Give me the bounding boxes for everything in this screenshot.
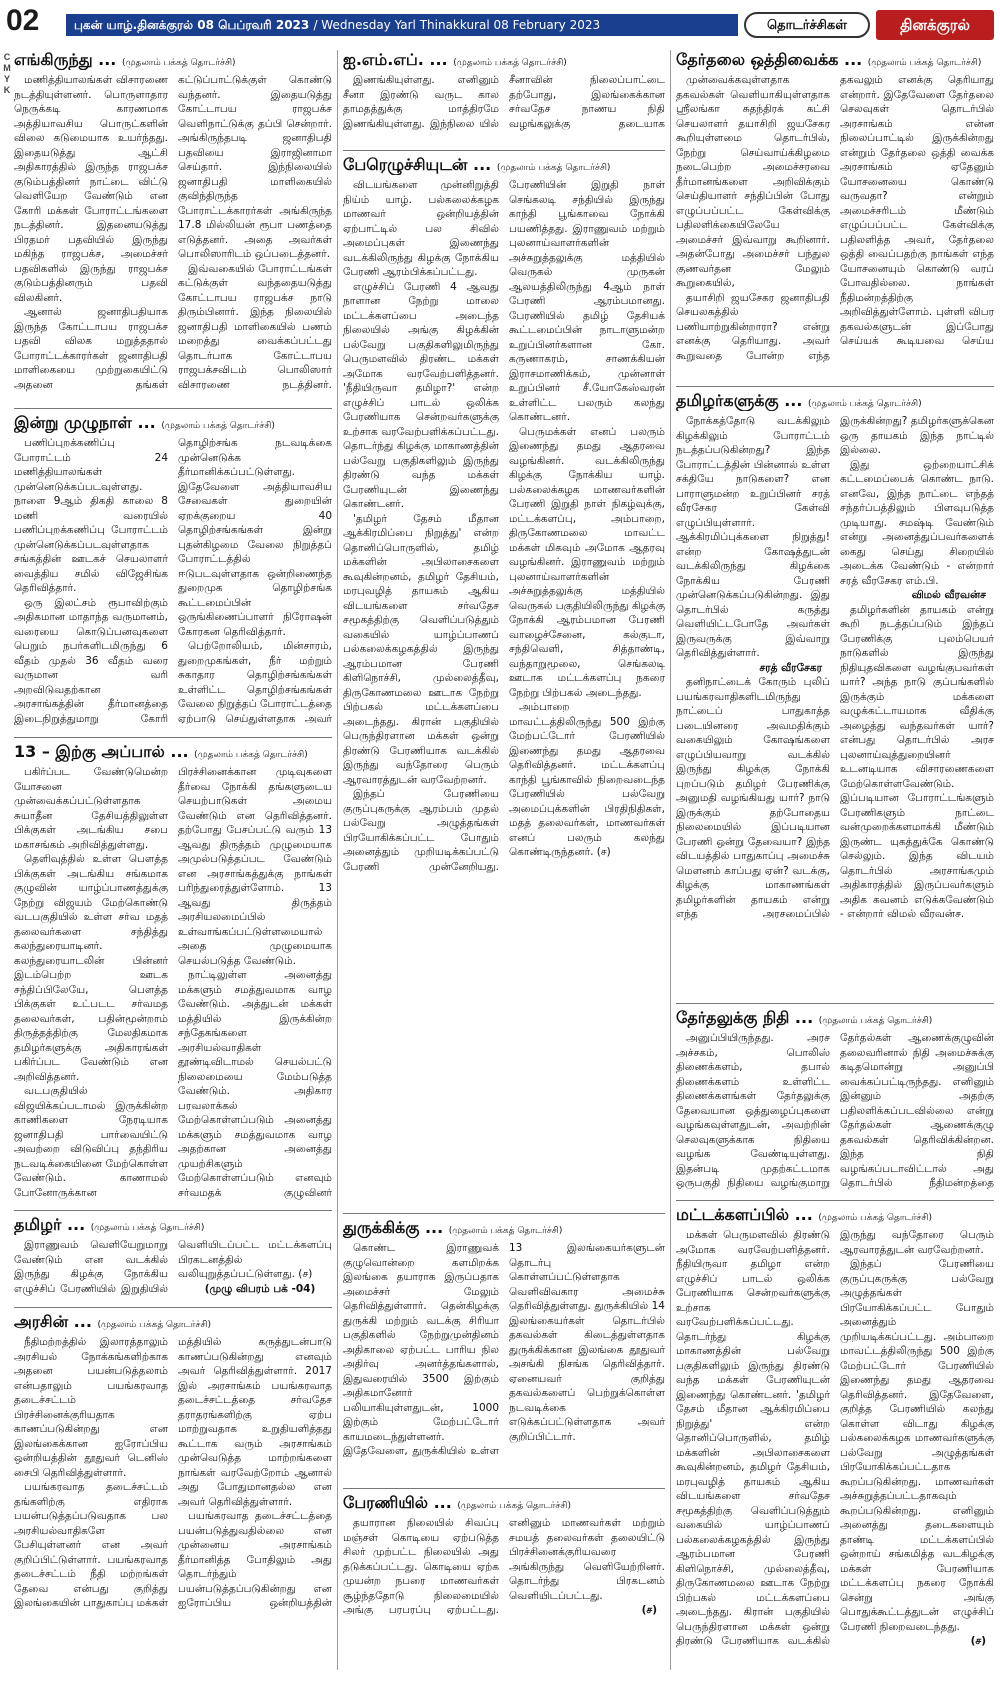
article-arasin: [14, 1312, 332, 1622]
article-tamilar: [14, 1215, 332, 1301]
byline: விமல் வீரவன்ச: [911, 589, 986, 601]
article-body: இணங்கியுள்ளது. எனினும் சீனா இரண்டு வருட கால தாமதத்துக்கு மாத்திரமே இணங்கியுள்ளது. இந்நிலை யில் சீனாவின் நிலைப்பாட்டை தற்போது, இலங்கைக்கான சர்வதேச நாணய நிதி வழங்கலுக்கு தடையாக: [343, 74, 665, 130]
article-peraezhuchi: [343, 155, 665, 1207]
headline: 13 – இற்கு அப்பால் ... (முதலாம் பக்கத் தொடர்ச்சி): [14, 742, 308, 761]
article-body: கொண்ட இராணுவக் குழுவொன்றை களமிறக்க இலங்கை தயாராக இருப்பதாக அமைச்சர் மேலும் தெரிவித்துள்ளார். தென்கிழக்கு துருக்கி மற்றும் வடக்கு சிரியா பகுதிகளில் நேற்றுமுன்தினம் அதிகாலை ஏற்பட்ட பாரிய நில அதிர்வு அனர்த்தங்களால், இதுவரையில் 3500 இற்கும் அதிகமானோர் பலியாகியுள்ளதுடன், 1000 இற்கும் மேற்பட்டோர் காயமடைந்துள்ளனர். இதேவேளை, துருக்கியில் உள்ள 13 இலங்கையர்களுடன் தொடர்பு கொள்ளப்பட்டுள்ளதாக வெளிவிவகார அமைச்சு தெரிவித்துள்ளது. துருக்கியில் 14 இலங்கையர்கள் தொடர்பில் தகவல்கள் கிடைத்துள்ளதாக துருக்கிக்கான இலங்கை தூதுவர் அசங்கி நிசங்க தெரிவித்தார். ஏனையவர் குறித்து தகவல்களைப் பெற்றுக்கொள்ள நடவடிக்கை எடுக்கப்பட்டுள்ளதாக அவர் குறிப்பிட்டார்.: [343, 1242, 665, 1457]
article-body: இராணுவம் வெளியேறுமாறு வேண்டும் என வடக்கில் இருந்து கிழக்கு நோக்கிய எழுச்சிப் பேரணியில் இறுதியில் வெளியிடப்பட்ட மட்டக்களப்பு பிரகடனத்தில் வலியுறுத்தப்பட்டுள்ளது. (ச) (முழு விபரம் பக் -04): [14, 1239, 332, 1295]
article-body: நோக்கத்தோடு வடக்கிலும் கிழக்கிலும் போராட்டம் நடத்தப்படுகின்றது? இந்த போராட்டத்தின் பின்னால் உள்ள சக்தியே நாடுகளை? என பாராளுமன்ற உறுப்பினர் சரத் வீரசேகர கேள்வி எழுப்பியுள்ளார். ஆக்கிரமிப்புக்களை நிறுத்து! என்ற கோஷத்துடன் வடக்கிலிருந்து கிழக்கை நோக்கிய பேரணி முன்னெடுக்கப்படுகின்றது. இது தொடர்பில் கருத்து வெளியிட்டபோதே அவர்கள் இருவருக்கு இவ்வாறு தெரிவித்துள்ளார். சரத் வீரசேகர தனிநாட்டைக் கோரும் புலிப் பயங்கரவாதிகளிடமிருந்து நாட்டைப் பாதுகாத்த படையினரை அவமதிக்கும் வகையிலும் கோஷங்களை எழுப்பியவாறு வடக்கில் இருந்து கிழக்கு நோக்கி புறப்படும் தமிழர் பேரணிக்கு அனுமதி வழங்கியது யார்? நாடு இருக்கும் தற்போதைய நிலைமையில் இப்படியான பேரணி ஒன்று தேவையா? இந்த விடயத்தில் பாதுகாப்பு அமைச்சு மௌனம் காப்பது ஏன்? வடக்கு, கிழக்கு மாகாணங்கள் தமிழர்களின் தாயகம் என்று எந்த அரசமைப்பில் இருக்கின்றது? தமிழர்களுக்கென ஒரு தாயகம் இந்த நாட்டில் இல்லை. இது ஒற்றையாட்சிக் கட்டமைப்பைக் கொண்ட நாடு. எனவே, இந்த நாட்டை எந்தத் சந்தர்ப்பத்திலும் பிளவுபடுத்த முடியாது. சமஷ்டி வேண்டும் என்று அனைத்துப்பவர்களைக் கைது செய்து சிறையில் அடைக்க வேண்டும் - என்றார் சரத் வீரசேகர எம்.பி. விமல் வீரவன்ச தமிழர்களின் தாயகம் என்று கூறி நடத்தப்படும் இந்தப் பேரணிக்கு புலம்பெயர் நாடுகளில் இருந்து நிதியுதவிகளை வழங்குபவர்கள் யார்? அந்த நாடு குப்பங்களில் இருக்கும் மக்களை வழுக்கட்டாயமாக வீதிக்கு அழைத்து வந்தவர்கள் யார்? என்பது தொடர்பில் அரச புலனாய்வுத்துறையினர் உடனடியாக விசாரணைகளை மேற்கொள்ளவேண்டும். இப்படியான போராட்டங்களும் பேரணிகளும் நாட்டை வன்முறைக்களமாக்கி மீண்டும் இருண்ட யுகத்துக்கே கொண்டு செல்லும். இந்த விடயம் தொடர்பில் அரசாங்கமும் அதிகாரத்தில் இருப்பவர்களும் அதிக கவனம் எடுக்கவேண்டும் - என்றார் விமல் வீரவன்ச.: [676, 415, 994, 920]
article-body: நீதிமற்றத்தில் இலாரத்தாலும் அரசியல் நோக்கங்களிற்காக அதனை பயன்படுத்தலாம் என்பதாலும் பயங்கரவாத தடைச்சட்டம் பிரச்சினைக்குரியதாக காணப்படுகின்றது என இலங்கைக்கான ஐரோப்பிய ஒன்றியத்தின் தூதுவர் டெனிஸ் சைபி தெரிவித்துள்ளார். பயங்கரவாத தடைச்சட்டம் தங்களிற்கு எதிராக பயன்படுத்தப்படுவதாக பல அரசியல்வாதிகளே பேசியுள்ளனர் என அவர் குறிப்பிட்டுள்ளார். பயங்கரவாத தடைச்சட்டம் நீதி மற்றங்கள் தேவை என்பது குறித்து இலங்கையின் பாதுகாப்பு மக்கள் மத்தியில் கருத்துடன்பாடு காணப்படுகின்றது எனவும் அவர் தெரிவித்துள்ளார். 2017 இல் அரசாங்கம் பயங்கரவாத தடைச்சட்டத்தை சர்வதேச தராதரங்களிற்கு ஏற்ப மாற்றுவதாக உறுதியளித்தது கூட்டாக வரும் அரசாங்கம் முன்வெடுத்த மாற்றங்களை நாங்கள் வரவேற்றோம் ஆனால் அது போதுமானதல்ல என அவர் தெரிவித்துள்ளார். பயங்கரவாத தடைச்சட்டத்தை பயன்படுத்துவதில்லை என முன்னைய அரசாங்கம் தீர்மானித்த போதிலும் அது தொடர்ந்தும் பயன்படுத்தப்படுகின்றது என ஐரோப்பிய ஒன்றியத்தின்: [14, 1336, 332, 1609]
article-body: பகிர்ப்பட வேண்டுமென்ற யோசனை முன்வைக்கப்பட்டுள்ளதாக சுயாதீன தேசியத்திலுள்ள பிக்குகள் அடங்கிய சபை மகாசங்கம் அறிவித்துள்ளது. தெளிவுத்தில் உள்ள பௌத்த பிக்குகள் அடங்கிய சங்கமாக குழுவின் யாழ்ப்பாணத்துக்கு நேற்று விஜயம் மேற்கொண்டு வடபகுதியில் உள்ள சர்வ மதத் தலைவர்களை சந்தித்து கலந்துரையாடினர். கலந்துரையாடலின் பின்னர் இடம்பெற்ற ஊடக சந்திப்பிலேயே, பௌத்த பிக்குகள் உட்படட சர்வமத தலைவர்கள், பதின்மூன்றாம் திருத்தத்திற்கு மேலதிகமாக தமிழர்களுக்கு அதிகாரங்கள் பகிர்ப்பட வேண்டும் என அறிவித்தனர். வடபகுதியில் விஜயிக்கப்படாமல் இருக்கின்ற காணிகளை நேரடியாக ஜனாதிபதி பார்வையிட்டு அவற்றை விடுவிப்பு தந்திரிய நடவடிக்கையினை மேற்கொள்ள வேண்டும். காணாமல் போனோருக்கான பிரச்சினைக்கான முடிவுகளை தீர்வை நோக்கி தங்களுடைய செயற்பாடுகள் அமைய வேண்டும் என தெரிவித்தனர். தற்போது பேசப்பட்டு வரும் 13 ஆவது திருத்தம் முழுமையாக அமுல்படுத்தப்பட வேண்டும் என அரசாங்கத்துக்கு நாங்கள் பரிந்துரைத்துள்ளோம். 13 ஆவது திருத்தம் அரசியலமைப்பில் உள்வாங்கப்பட்டுள்ளமையால் அதை முழுமையாக செயல்படுத்த வேண்டும். நாட்டிலுள்ள அனைத்து மக்களும் சமத்துவமாக வாழ வேண்டும். அத்துடன் மக்கள் மத்தியில் இருக்கின்ற சந்தேகங்களை அரசியல்வாதிகள் தூண்டிவிடாமல் செயல்பட்டு நிலைமையை மேம்படுத்த வேண்டும். அதிகார பரவலாக்கல் மேற்கொள்ளப்படும் அனைத்து மக்களும் சமத்துவமாக வாழ அதற்கான அனைத்து முயற்சிகளும் மேற்கொள்ளப்படும் எனவும் சர்வமதக் குழுவினர்: [14, 766, 332, 1199]
article-body: பணிப்புறக்கணிப்பு போராட்டம் 24 மணித்தியாலங்கள் முன்னெடுக்கப்படவுள்ளது. நாளை 9ஆம் திகதி காலை 8 மணி வரையில் பணிப்புறக்கணிப்பு போராட்டம் முன்னெடுக்கப்படவுள்ளதாக சங்கத்தின் ஊடகச் செயலாளர் வைத்திய சமில் விஜேசிங்க தெரிவித்தார். ஒரு இலட்சம் ரூபாவிற்கும் அதிகமான மாதாந்த வருமானம், வரையை கொடுப்பனவுகளை பெறும் நபர்களிடமிருந்து 6 வீதம் முதல் 36 வீதம் வரை வருமான வரி அறவிடுவதற்கான அரசாங்கத்தின் தீர்மானத்தை இடைநிறுத்துமாறு கோரி தொழிற்சங்க நடவடிக்கை முன்னெடுக்க தீர்மானிக்கப்பட்டுள்ளது. இதேவேளை அத்தியாவசிய சேவைகள் துறையின் ஏறக்குறைய 40 தொழிற்சங்கங்கள் இன்று புதன்கிழமை வேலை நிறுத்தப் போராட்டத்தில் ஈடுபடவுள்ளதாக ஒன்றிணைந்த துறைமுக தொழிற்சங்க கூட்டமைப்பின் ஒருங்கிணைப்பாளர் நிரோஷன் கோரகன தெரிவித்தார். பெற்றோலியம், மின்சாரம், துறைமுகங்கள், நீர் மற்றும் சுகாதார தொழிற்சங்கங்கள் உள்ளிட்ட தொழிற்சங்கங்கள் வேலை நிறுத்தப் போராட்டத்தை ஏற்பாடு செய்துள்ளதாக அவர்: [14, 437, 332, 725]
article-tamilarkalukku: [676, 391, 994, 997]
date-bar: [66, 14, 738, 36]
article-body: மணித்தியாலங்கள் விசாரணை நடத்தியுள்ளனர். பொருளாதார நெருக்கடி காரணமாக அத்தியாவசிய பொருட்களின் விலை கடுமையாக உயர்ந்தது. இதையடுத்து ஆட்சி அதிகாரத்தில் இருந்த ராஜபக்ச குடும்பத்தினர் நாட்டை விட்டு வெளியேற வேண்டும் என கோரி மக்கள் போராட்டங்களை நடத்தினர். இதனையடுத்து பிரதமர் பதவியில் இருந்து மகிந்த ராஜபக்ச, அமைச்சர் பதவிகளில் இருந்து ராஜபக்ச குடும்பத்தினரும் பதவி விலகினர். ஆனால் ஜனாதிபதியாக இருந்த கோட்டாபய ராஜபக்ச பதவி விலக மறுத்ததால் போராட்டக்காரர்கள் ஜனாதிபதி மாளிகையை முற்றுகையிட்டு அதனை தங்கள் கட்டுப்பாட்டுக்குள் கொண்டு வந்தனர். இதையடுத்து கோட்டாபய ராஜபக்ச வெளிநாட்டுக்கு தப்பி சென்றார். அங்கிருந்தபடி ஜனாதிபதி பதவியை இராஜினாமா செய்தார். இந்நிலையில் ஜனாதிபதி மாளிகையில் குவிந்திருந்த போராட்டக்காரர்கள் அங்கிருந்த 17.8 மில்லியன் ரூபா பணத்தை எடுத்தனர். அதை அவர்கள் பொலிஸாரிடம் ஒப்படைத்தனர். இவ்வகையில் போராட்டங்கள் கட்டுக்குள் வந்ததையடுத்து கோட்டாபய ராஜபக்ச நாடு திரும்பினார். இந்த நிலையில் ஜனாதிபதி மாளிகையில் பணம் மறைத்து வைக்கப்பட்டது தொடர்பாக கோட்டாபய ராஜபக்சவிடம் பொலிஸார் விசாரணை நடத்தினர்.: [14, 74, 332, 391]
article-therthalukku-nidhi: [676, 1008, 994, 1194]
article-indru: [14, 413, 332, 731]
headline: பேரெழுச்சியுடன் ... (முதலாம் பக்கத் தொடர்ச்சி): [343, 155, 611, 174]
headline: ஐ.எம்.எப். ... (முதலாம் பக்கத் தொடர்ச்சி): [343, 50, 567, 69]
date-line-english: / Wednesday Yarl Thinakkural 08 February 2023: [313, 18, 601, 32]
date-line-tamil: புகன் யாழ்.தினக்குரல் 08 பெப்ரவரி 2023: [74, 18, 310, 32]
article-13-amendment: [14, 742, 332, 1204]
section-label: தொடர்ச்சிகள்: [744, 12, 870, 38]
column-divider: [670, 50, 671, 1670]
column-right: [676, 50, 994, 1670]
column-divider: [337, 50, 338, 1670]
headline: தமிழர் ... (முதலாம் பக்கத் தொடர்ச்சி): [14, 1215, 205, 1234]
article-body: முன்வைக்கவுள்ளதாக தகவல்கள் வெளியாகியுள்ளதாக ஸ்ரீலங்கா சுதந்திரக் கட்சி செயலாளர் தயாசிறி ஜயசேகர கூறியுள்ளமை தொடர்பில், நேற்று செய்வாய்க்கிழமை நடைபெற்ற அமைச்சரவை தீர்மானங்களை அறிவிக்கும் செய்தியாளர் சந்திப்பின் போது எழுப்பப்பட்ட கேள்விக்கு பதிலளிக்கையிலேயே அமைச்சர் இவ்வாறு கூறினார். அதன்போது அமைச்சர் பந்துல குணவர்தன மேலும் கூறுகையில், தயாசிறி ஜயசேகர ஜனாதிபதி செயலகத்தில் பணியாற்றுகின்றாரா? என்று எனக்கு தெரியாது. அவர் கூறுவதை போன்ற எந்த தகவலும் எனக்கு தெரியாது என்றார். இதேவேளை தேர்தலை செலவுகள் தொடர்பில் அரசாங்கம் என்ன நிலைப்பாட்டில் இருக்கின்றது என்றும் தேர்தலை ஒத்தி வைக்க அரசாங்கம் ஏதேனும் யோசனையை கொண்டு வருவதா? என்றும் அமைச்சரிடம் மீண்டும் எழுப்பப்பட்ட கேள்விக்கு பதிலளித்த அவர், தேர்தலை ஒத்தி வைப்பதற்கு நாங்கள் எந்த யோசனையும் கொண்டு வரப் போவதில்லை. நாங்கள் நீதிமன்றத்திற்கு அறிவித்துள்ளோம். புள்ளி விபர தகவல்களுடன் இப்போது செய்யக் கூடியவை செய்ய: [676, 74, 994, 362]
article-peranail: [343, 1493, 665, 1653]
article-body: அனுப்பியிருந்தது. அரச அச்சகம், பொலிஸ் திணைக்களம், தபால் திணைக்களம் உள்ளிட்ட திணைக்களங்கள் தேர்தலுக்கு தேவையான ஒத்துழைப்புகளை வழங்கவுள்ளதுடன், அவற்றின் செலவுகளுக்காக நிதியை வழங்க வேண்டியுள்ளது. இதன்படி முதற்கட்டமாக ஒருபகுதி நிதியை வழங்குமாறு தேர்தல்கள் ஆணைக்குழுவின் தலைவரினால் நிதி அமைச்சுக்கு கடிதமொன்று அனுப்பி வைக்கப்பட்டிருந்தது. எனினும் இன்னும் அதற்கு பதிலளிக்கப்படவில்லை என்று தேர்தல்கள் ஆணைக்குழு தகவல்கள் தெரிவிக்கின்றன. இந்த நிதி வழங்கப்படாவிட்டால் அது தொடர்பில் நீதிமன்றத்தை: [676, 1032, 994, 1189]
article-body: மக்கள் பெருமளவில் திரண்டு அமோக வரவேற்பளித்தனர். நீதியிருவா தமிழா என்ற எழுச்சிப் பாடல் ஒலிக்க பேரணியாக சென்றவர்களுக்கு உற்சாக வரவேற்பளிக்கப்பட்டது. தொடர்ந்து கிழக்கு மாகாணத்தின் பல்வேறு பகுதிகளிலும் இருந்து திரண்டு வந்த மக்கள் பேரணியுடன் இணைந்து கொண்டனர். 'தமிழர் தேசம் மீதான ஆக்கிரமிப்பை நிறுத்து' என்ற தொனிப்பொருளில், தமிழ் மக்களின் அபிலாசைகளை கூவுகின்றனம், தமிழர் தேசியம், மரபுவழித் தாயகம் ஆகிய விடயங்களை சர்வதேச சமூகத்திற்கு வெளிப்படுத்தும் வகையில் யாழ்ப்பாணப் பல்கலைக்கழகத்தில் இருந்து ஆரம்பமான பேரணி கிளிநொச்சி, முல்லைத்தீவு, திருகோணமலை ஊடாக நேற்று பிற்பகல் மட்டக்களப்பை அடைந்தது. கிரான் பகுதியில் பெருந்திரளான மக்கள் ஒன்று திரண்டு பேரணியாக வடக்கில் இருந்து வந்தோரை பெரும் ஆரவாரத்துடன் வரவேற்றனர். இந்தப் பேரணியை குருப்புகருக்கு பல்வேறு அழுத்தங்கள் பிரயோகிக்கப்பட்ட போதும் அனைத்தும் முறியடிக்கப்பட்டது. அம்பாறை மாவட்டத்திலிருந்து 500 இற்கு மேற்பட்டோர் பேரணியில் இணைந்து தமது ஆதரவை தெரிவித்தனர். இதேவேளை, குறித்த பேரணியில் கலந்து கொள்ள விடாது கிழக்கு பல்கலைக்கழக மாணவர்களுக்கு பல்வேறு அழுத்தங்கள் பிரயோகிக்கப்பட்டதாக கூறப்படுகின்றது. மாணவர்கள் அச்சுறுத்தப்பட்டதாகவும் கூறப்படுகின்றது. எனினும் அனைத்து தடைகளையும் தாண்டி மட்டக்களப்பில் ஒன்றாய் சங்கமித்த வடகிழக்கு மக்கள் பேரணியாக மட்டக்களப்பு நகரை நோக்கி சென்று அங்கு பொதுக்கூட்டத்துடன் எழுச்சிப் பேரணி நிறைவடைந்தது. (ச): [676, 1229, 994, 1647]
jump-reference: (முழு விபரம் பக் -04): [204, 1282, 316, 1295]
newspaper-logo: தினக்குரல்: [876, 10, 994, 40]
article-engirundhu: [14, 50, 332, 402]
headline: தமிழர்களுக்கு ... (முதலாம் பக்கத் தொடர்ச்சி): [676, 391, 922, 410]
headline: எங்கிருந்து ... (முதலாம் பக்கத் தொடர்ச்சி): [14, 50, 236, 69]
headline: அரசின் ... (முதலாம் பக்கத் தொடர்ச்சி): [14, 1312, 212, 1331]
headline: பேரணியில் ... (முதலாம் பக்கத் தொடர்ச்சி): [343, 1493, 571, 1512]
byline: சரத் வீரசேகர: [759, 661, 822, 674]
cmyk-mark: C M Y K: [3, 52, 11, 95]
page-number: 02: [6, 4, 40, 37]
column-middle: [343, 50, 665, 1670]
headline: தேர்தலுக்கு நிதி ... (முதலாம் பக்கத் தொடர்ச்சி): [676, 1008, 933, 1027]
headline: மட்டக்களப்பில் ... (முதலாம் பக்கத் தொடர்ச்சி): [676, 1205, 932, 1224]
article-thurukki: [343, 1218, 665, 1482]
column-left: [14, 50, 332, 1630]
article-body: தயாரான நிலையில் சிவப்பு மஞ்சள் கொடியை ஏற்படுத்த சிலர் முற்பட்ட நிலையில் அது தடுக்கப்பட்டது. கொடியை ஏற்க முயன்ற நபரை மாணவர்கள் சூழ்ந்ததோடு நிலைமையில் அங்கு பரபரப்பு ஏற்பட்டது. எனினும் மாணவர்கள் மற்றும் சமயத் தலைவர்கள் தலையிட்டு பிரச்சினைக்குரியவரை அங்கிருந்து வெளியேற்றினர். தொடர்ந்து பிரகடனம் வெளியிடப்பட்டது. (ச): [343, 1517, 665, 1616]
article-therthalai: [676, 50, 994, 380]
article-body: விடயங்களை முன்னிறுத்தி நிய்ம் யாழ். பல்கலைக்கழக மாணவர் ஒன்றியத்தின் ஏற்பாட்டில் பல சிவில் அமைப்புகள் இணைந்து வடக்கிலிருந்து கிழக்கு நோக்கிய பேரணி ஆரம்பிக்கப்பட்டது. எழுச்சிப் பேரணி 4 ஆவது நாளான நேற்று மாலை மட்டக்களப்பை அடைந்த நிலையில் அங்கு கிழக்கின் பல்வேறு பகுதிகளிலுமிருந்து பெருமளவில் திரண்ட மக்கள் அமோக வரவேற்பளித்தனர். 'நீதியிருவா தமிழா?' என்ற எழுச்சிப் பாடல் ஒலிக்க பேரணியாக சென்றவர்களுக்கு உற்சாக வரவேற்பளிக்கப்பட்டது. தொடர்ந்து கிழக்கு மாகாணத்தின் பல்வேறு பகுதிகளிலும் இருந்து திரண்டு வந்த மக்கள் பேரணியுடன் இணைந்து கொண்டனர். 'தமிழர் தேசம் மீதான ஆக்கிரமிப்பை நிறுத்து' என்ற தொனிப்பொருளில், தமிழ் மக்களின் அபிலாசைகளை கூவுகின்றனம், தமிழர் தேசியம், மரபுவழித் தாயகம் ஆகிய விடயங்களை சர்வதேச சமூகத்திற்கு வெளிப்படுத்தும் வகையில் யாழ்ப்பாணப் பல்கலைக்கழகத்தில் இருந்து ஆரம்பமான பேரணி கிளிநொச்சி, முல்லைத்தீவு, திருகோணமலை ஊடாக நேற்று பிற்பகல் மட்டக்களப்பை அடைந்தது. கிரான் பகுதியில் பெருந்திரளான மக்கள் ஒன்று திரண்டு பேரணியாக வடக்கில் இருந்து வந்தோரை பெரும் ஆரவாரத்துடன் வரவேற்றனர். இந்தப் பேரணியை குருப்புகருக்கு ஆரம்பம் முதல் பல்வேறு அழுத்தங்கள் பிரயோகிக்கப்பட்ட போதும் அனைத்தும் முறியடிக்கப்பட்டு பேரணி முன்னேறியது. பேரணியின் இறுதி நாள் செங்கலடி சந்தியில் இருந்து காந்தி பூங்காவை நோக்கி பயணித்தது. இராணுவம் மற்றும் புலனாய்வாளர்களின் அச்சுறுத்தலுக்கு மத்தியில் வெருகல் முருகன் ஆலயத்திலிருந்து 4ஆம் நாள் பேரணி ஆரம்பமானது. பேரணியில் தமிழ் தேசியக் கூட்டமைப்பின் நாடாளுமன்ற உறுப்பினர்களான கோ. கருணாகரம், சாணக்கியன் இராசமாணிக்கம், முன்னாள் உறுப்பினர் சீ.யோகேஸ்வரன் உள்ளிட்ட பலரும் கலந்து கொண்டனர். பெருமக்கள் எனப் பலரும் இணைந்து தமது ஆதரவை வழங்கினர். வடக்கிலிருந்து கிழக்கு நோக்கிய யாழ். பல்கலைக்கழக மாணவர்களின் பேரணி இறுதி நாள் நிகழ்வுக்கு, மட்டக்களப்பு, அம்பாறை, திருகோணமலை மாவட்ட மக்கள் மிகவும் அமோக ஆதரவு வழங்கினர். இராணுவம் மற்றும் புலனாய்வாளர்களின் அச்சுறுத்தலுக்கு மத்தியில் வெருகல் பகுதியிலிருந்து கிழக்கு நோக்கி ஆரம்பமான பேரணி வாழைச்சேனை, கல்குடா, சந்திவெளி, சித்தாண்டி, வந்தாறுமூலை, செங்கலடி ஊடாக மட்டக்களப்பு நகரை நேற்று பிற்பகல் அடைந்தது. அம்பாறை மாவட்டத்திலிருந்து 500 இற்கு மேற்பட்டோர் பேரணியில் இணைந்து தமது ஆதரவை தெரிவித்தனர். மட்டக்களப்பு காந்தி பூங்காவில் நிறைவடைந்த பேரணியில் பல்வேறு அமைப்புக்களின் பிரதிநிதிகள், மதத் தலைவர்கள், மாணவர்கள் எனப் பலரும் கலந்து கொண்டிருந்தனர். (ச): [343, 179, 665, 873]
headline: தேர்தலை ஒத்திவைக்க ... (முதலாம் பக்கத் தொடர்ச்சி): [676, 50, 982, 69]
headline: இன்று முழுநாள் ... (முதலாம் பக்கத் தொடர்ச்சி): [14, 413, 275, 432]
article-imf: [343, 50, 665, 144]
headline: துருக்கிக்கு ... (முதலாம் பக்கத் தொடர்ச்சி): [343, 1218, 563, 1237]
article-mattakkalappil: [676, 1205, 994, 1665]
page-header: [0, 0, 1000, 46]
